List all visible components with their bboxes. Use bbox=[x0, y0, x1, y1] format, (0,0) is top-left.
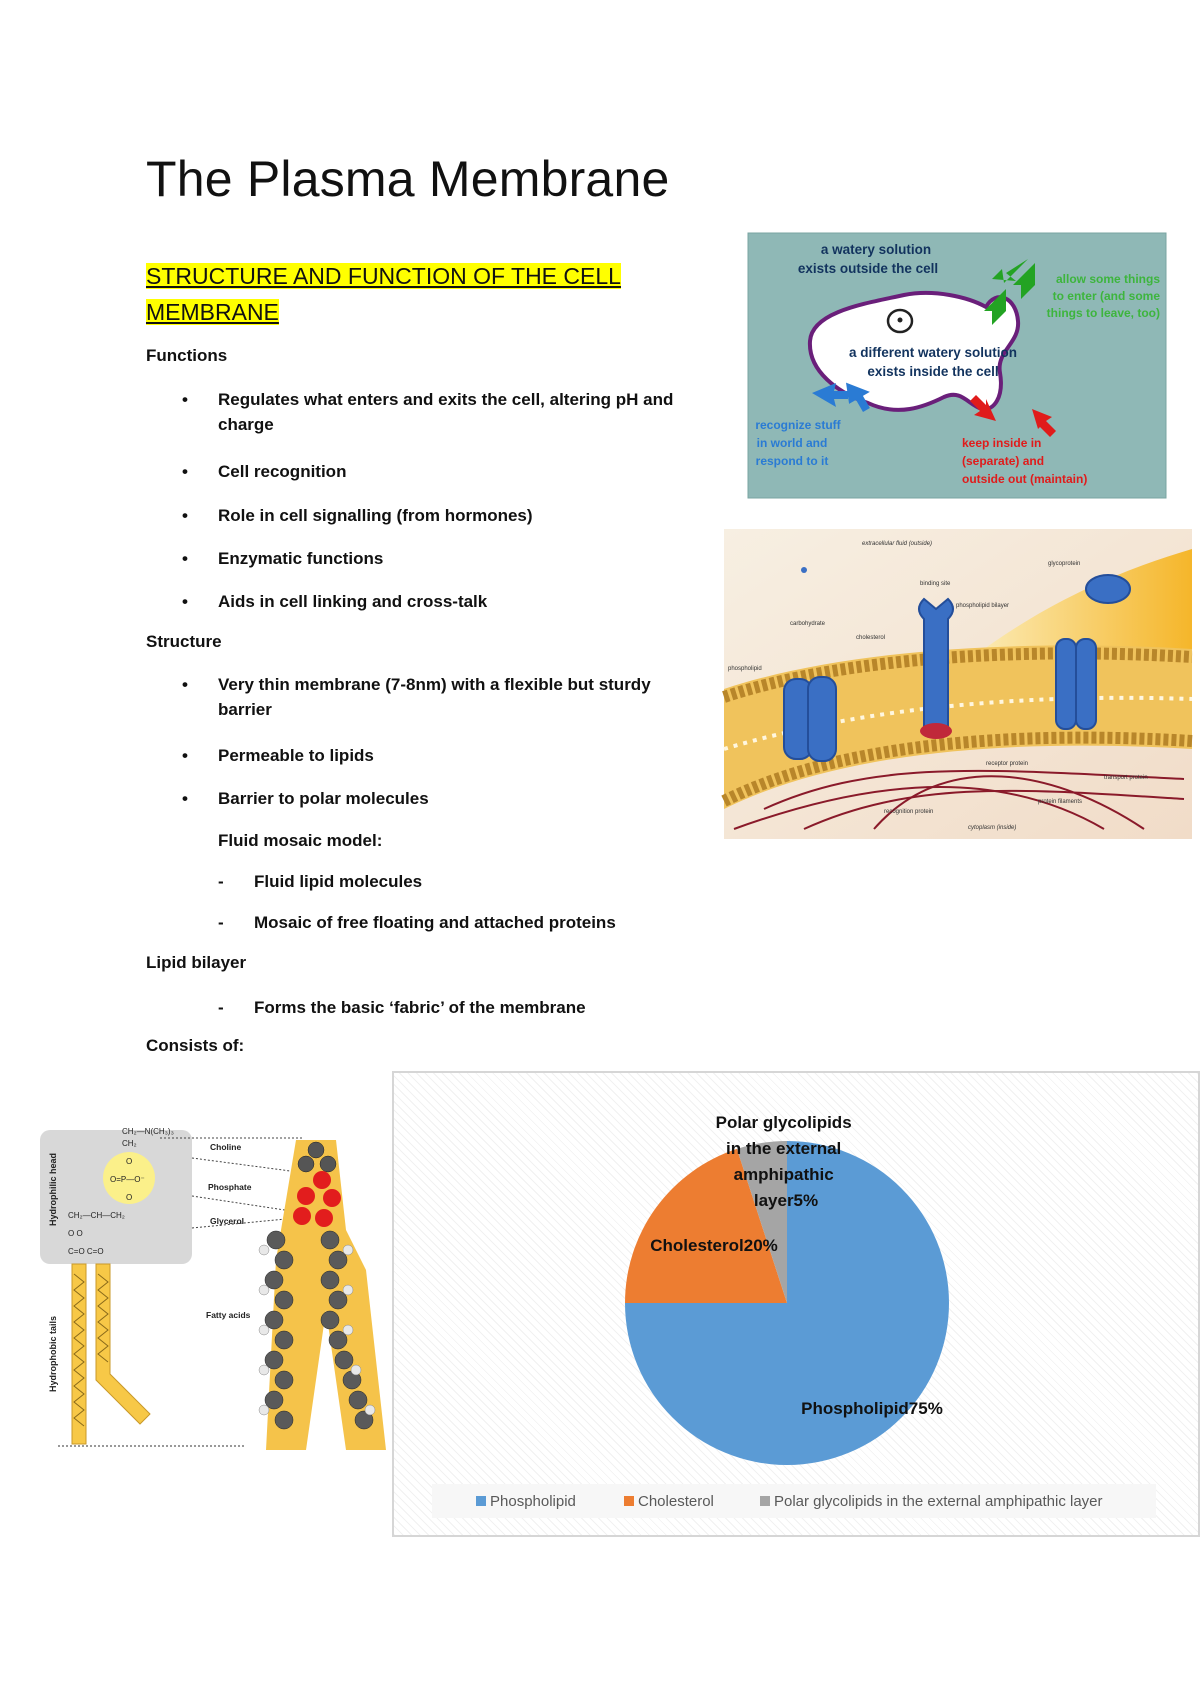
legend-swatch bbox=[760, 1496, 770, 1506]
bullet-icon: • bbox=[182, 549, 188, 568]
bullet-icon: • bbox=[182, 462, 188, 481]
structure-item-text: Very thin membrane (7-8nm) with a flexible but sturdy barrier bbox=[218, 675, 651, 719]
functions-item-4 bbox=[182, 546, 688, 571]
allow-text: allow some things to enter (and some things to leave, too) bbox=[1046, 272, 1160, 320]
legend-swatch bbox=[624, 1496, 634, 1506]
legend bbox=[476, 1493, 1103, 1510]
functions-item-2 bbox=[182, 459, 688, 484]
structure-item-2 bbox=[182, 743, 688, 768]
bullet-icon: • bbox=[182, 746, 188, 765]
formula-glycerol: CH₂—CH—CH₂ bbox=[68, 1211, 125, 1220]
head-side-label: Hydrophilic head bbox=[48, 1152, 58, 1226]
bilayer-item-text: Forms the basic ‘fabric’ of the membrane bbox=[254, 998, 586, 1017]
label-glycoprotein: glycoprotein bbox=[1048, 561, 1081, 567]
bilayer-item-1 bbox=[218, 995, 586, 1020]
legend-swatch bbox=[476, 1496, 486, 1506]
label-extracellular: extracellular fluid (outside) bbox=[862, 541, 933, 547]
fluid-item-2 bbox=[218, 910, 616, 935]
label-recognition: recognition protein bbox=[884, 809, 934, 815]
label-glycolipids-line2: in the external bbox=[726, 1139, 842, 1158]
label-binding-site: binding site bbox=[920, 581, 951, 587]
receptor-icon bbox=[920, 723, 952, 739]
structure-item-1 bbox=[182, 672, 688, 722]
inside-text: a different watery solution exists inside the cell bbox=[848, 345, 1018, 379]
formula-p: O=P—O⁻ bbox=[110, 1175, 145, 1184]
bullet-icon: • bbox=[182, 390, 188, 409]
functions-item-text: Role in cell signalling (from hormones) bbox=[218, 506, 533, 525]
structure-item-3 bbox=[182, 786, 688, 811]
bullet-icon: • bbox=[182, 675, 188, 694]
label-phospholipid: Phospholipid75% bbox=[801, 1399, 943, 1418]
label-filaments: protein filaments bbox=[1038, 799, 1083, 805]
fluid-item-text: Fluid lipid molecules bbox=[254, 872, 423, 891]
pie-chart bbox=[392, 1071, 1196, 1533]
functions-item-text: Regulates what enters and exits the cell, altering pH and charge bbox=[218, 390, 674, 434]
glycerol-label: Glycerol bbox=[210, 1216, 245, 1226]
formula-o2: O bbox=[126, 1193, 133, 1202]
fluid-mosaic-label: Fluid mosaic model: bbox=[218, 831, 383, 850]
label-receptor: receptor protein bbox=[986, 761, 1029, 767]
molecule-dot bbox=[801, 567, 807, 573]
formula-ch2: CH₂ bbox=[122, 1139, 137, 1148]
recognize-text: recognize stuff in world and respond to it bbox=[755, 418, 841, 468]
label-cholesterol: cholesterol bbox=[856, 635, 886, 641]
functions-item-5 bbox=[182, 589, 688, 614]
label-bilayer: phospholipid bilayer bbox=[956, 603, 1010, 609]
legend-label: Cholesterol bbox=[638, 1493, 714, 1510]
formula-co: C=O C=O bbox=[68, 1247, 104, 1256]
label-glycolipids-line3: amphipathic bbox=[733, 1165, 834, 1184]
dash-icon: - bbox=[218, 913, 224, 932]
bullet-icon: • bbox=[182, 592, 188, 611]
consists-label: Consists of: bbox=[146, 1036, 245, 1055]
legend-label: Polar glycolipids in the external amphipathic layer bbox=[774, 1493, 1103, 1510]
tail-side-label: Hydrophobic tails bbox=[48, 1315, 58, 1392]
functions-item-1 bbox=[182, 387, 688, 437]
label-transport: transport protein bbox=[1104, 775, 1148, 781]
functions-item-text: Aids in cell linking and cross-talk bbox=[218, 592, 488, 611]
label-phospholipid: phospholipid bbox=[728, 666, 762, 672]
fluid-item-1 bbox=[218, 869, 423, 894]
bullet-icon: • bbox=[182, 506, 188, 525]
label-cytoplasm: cytoplasm (inside) bbox=[968, 825, 1017, 831]
structure-label: Structure bbox=[146, 632, 222, 651]
membrane-diagram bbox=[724, 529, 1192, 839]
functions-item-text: Enzymatic functions bbox=[218, 549, 384, 568]
fluid-item-text: Mosaic of free floating and attached proteins bbox=[254, 913, 616, 932]
label-glycolipids-line4: layer5% bbox=[753, 1191, 819, 1210]
fatty-acids-label: Fatty acids bbox=[206, 1310, 251, 1320]
label-glycolipids-line1: Polar glycolipids bbox=[715, 1113, 852, 1132]
nucleolus-icon bbox=[898, 318, 903, 323]
legend-label: Phospholipid bbox=[490, 1493, 576, 1510]
section-heading bbox=[146, 258, 646, 330]
bilayer-label: Lipid bilayer bbox=[146, 953, 247, 972]
keep-text: keep inside in (separate) and outside out (maintain) bbox=[962, 436, 1088, 486]
outside-text: a watery solution exists outside the cell bbox=[797, 242, 939, 276]
phosphate-label: Phosphate bbox=[208, 1182, 252, 1192]
functions-label: Functions bbox=[146, 346, 228, 365]
page-title: The Plasma Membrane bbox=[146, 151, 670, 207]
structure-item-text: Barrier to polar molecules bbox=[218, 789, 429, 808]
formula-top: CH₂—N(CH₃)₃ bbox=[122, 1127, 174, 1136]
bullet-icon: • bbox=[182, 789, 188, 808]
dash-icon: - bbox=[218, 998, 224, 1017]
functions-item-text: Cell recognition bbox=[218, 462, 347, 481]
choline-label: Choline bbox=[210, 1142, 242, 1152]
cell-diagram bbox=[748, 233, 1166, 498]
formula-o3: O O bbox=[68, 1229, 83, 1238]
label-carbohydrate: carbohydrate bbox=[790, 621, 826, 627]
functions-item-3 bbox=[182, 503, 688, 528]
formula-o1: O bbox=[126, 1157, 133, 1166]
structure-item-text: Permeable to lipids bbox=[218, 746, 374, 765]
label-cholesterol: Cholesterol20% bbox=[650, 1236, 778, 1255]
section-heading-text: STRUCTURE AND FUNCTION OF THE CELL MEMBRANE bbox=[146, 263, 621, 325]
dash-icon: - bbox=[218, 872, 224, 891]
